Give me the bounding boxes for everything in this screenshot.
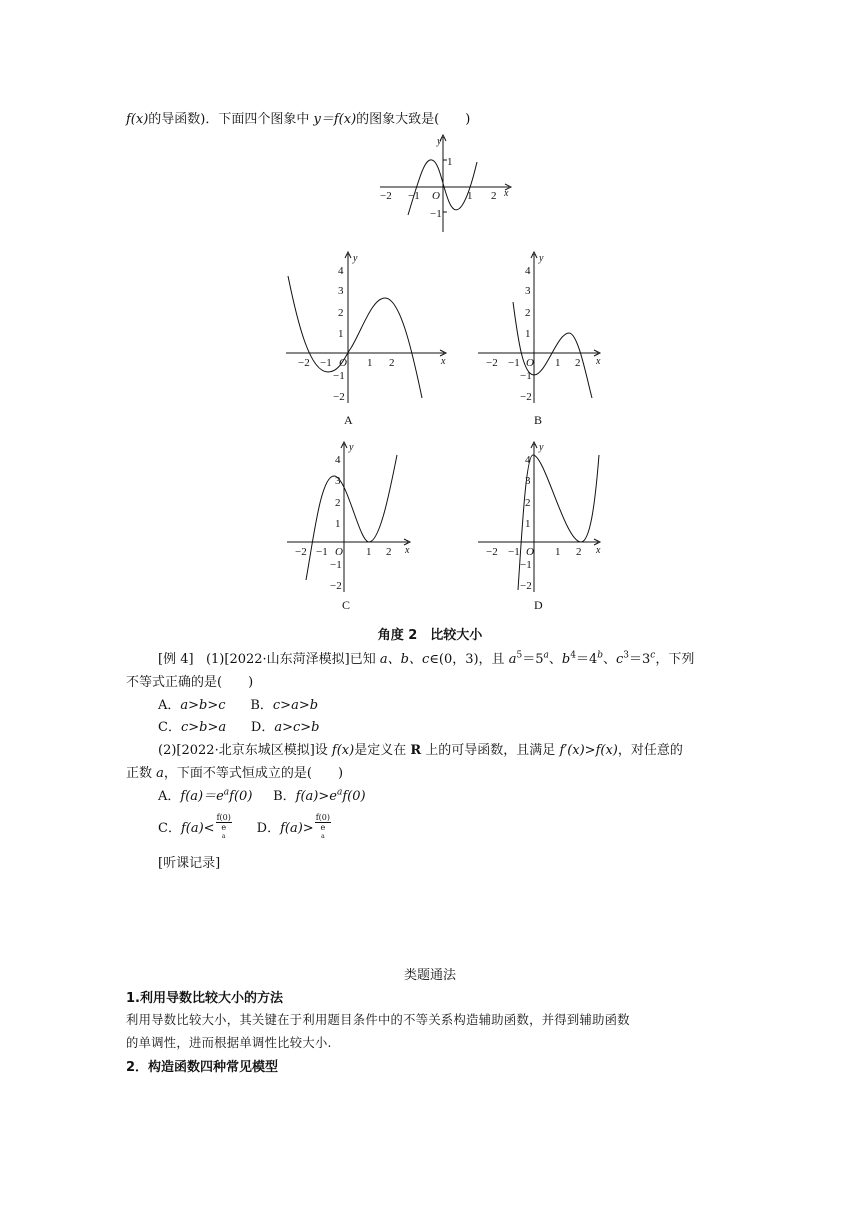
option-label-c: C: [342, 598, 351, 612]
x-tick-label: −1: [316, 546, 328, 558]
p2-line2b: ，下面不等式恒成立的是( ): [163, 766, 344, 781]
y-tick-label: −1: [430, 208, 442, 220]
x-tick-label: 2: [389, 357, 395, 369]
p2-line2a: 正数: [126, 766, 157, 781]
p1-tail: ，下列: [655, 652, 695, 667]
eq2-base: b: [561, 652, 571, 667]
option-c-key: C．: [158, 820, 181, 836]
p2-options-row2: [158, 813, 331, 844]
option-graph-c: [280, 435, 420, 615]
method-body-1: 利用导数比较大小，其关键在于利用题目条件中的不等关系构造辅助函数，并得到辅助函数: [126, 1013, 630, 1027]
option-a-text: a>b>c: [180, 698, 226, 713]
x-axis-label: x: [405, 545, 410, 556]
curve-c: [306, 455, 397, 580]
x-tick-label: 2: [491, 190, 497, 202]
derivative-graph: [370, 132, 520, 234]
y-eq-fx: y＝f(x): [313, 112, 357, 127]
p2-head: (2)[2022·北京东城区模拟]设: [158, 743, 332, 758]
option-label-a: A: [344, 413, 353, 427]
x-tick-label: −2: [486, 546, 498, 558]
eq1-rhs: ＝5: [522, 652, 544, 667]
y-tick-label: 2: [525, 307, 531, 319]
x-axis-label: x: [504, 188, 509, 199]
notes-label: [听课记录]: [158, 856, 221, 871]
fraction-c: [216, 813, 232, 844]
y-tick-label: −1: [520, 370, 532, 382]
y-tick-label: 3: [335, 475, 341, 487]
y-tick-label: −1: [333, 370, 345, 382]
section-title: 角度 2 比较大小: [377, 628, 483, 643]
option-b-exp: a: [336, 787, 343, 798]
intro-text-2: 的图象大致是( ): [356, 112, 471, 127]
curve-a: [288, 276, 422, 398]
p1-line2: 不等式正确的是( ): [126, 675, 254, 690]
option-b-key: B．: [250, 698, 273, 713]
y-tick-label: 1: [447, 156, 453, 168]
origin-label: O: [526, 357, 534, 369]
option-a-key: A．: [158, 698, 181, 713]
origin-label: O: [339, 357, 347, 369]
option-a-key: A．: [158, 789, 181, 804]
y-tick-label: 1: [338, 328, 344, 340]
p2-options-row1: [158, 785, 366, 804]
x-tick-label: 2: [386, 546, 392, 558]
eq3-base: c: [616, 652, 624, 667]
y-axis-label: y: [349, 442, 354, 453]
fraction-denominator: e: [221, 823, 227, 832]
eq3-exp: 3: [623, 650, 630, 661]
fraction-numerator: f(0): [216, 813, 231, 822]
option-b-key: B．: [273, 789, 296, 804]
question-intro: [126, 108, 470, 127]
y-tick-label: 4: [525, 265, 531, 277]
option-b-tail: f(0): [342, 789, 366, 804]
y-tick-label: −2: [333, 391, 345, 403]
option-c-text: f(a)<: [180, 820, 215, 836]
fraction-den-exp: a: [321, 833, 325, 840]
p1-options-row2: [158, 716, 319, 735]
method-heading-1: 1.利用导数比较大小的方法: [126, 991, 283, 1006]
method-heading: 类题通法: [403, 968, 456, 983]
x-tick-label: 1: [366, 546, 372, 558]
y-tick-label: 4: [338, 265, 344, 277]
x-tick-label: 1: [555, 546, 561, 558]
y-tick-label: 2: [335, 497, 341, 509]
x-tick-label: −1: [408, 190, 420, 202]
option-d-key: D．: [250, 720, 275, 735]
p2-line1: [158, 739, 683, 758]
y-axis-label: y: [539, 253, 544, 264]
y-tick-label: 1: [335, 518, 341, 530]
eq2-rhs: ＝4: [575, 652, 598, 667]
y-tick-label: 3: [525, 475, 531, 487]
origin-label: O: [432, 190, 440, 202]
option-graph-a: [280, 245, 455, 430]
intro-text-1: 的导函数)．下面四个图象中: [148, 112, 314, 127]
option-label-b: B: [534, 413, 543, 427]
option-b-text: f(a)>e: [295, 789, 337, 804]
method-heading-2: 2．构造函数四种常见模型: [126, 1060, 279, 1075]
p2-var-a: a: [156, 766, 164, 781]
y-tick-label: 4: [335, 454, 341, 466]
p2-real-set: R: [410, 743, 422, 758]
option-c-key: C．: [158, 720, 181, 735]
y-tick-label: 3: [338, 285, 344, 297]
y-tick-label: 3: [525, 285, 531, 297]
eq2-rexp: b: [597, 650, 603, 661]
fx-expression: f(x): [126, 112, 149, 127]
x-tick-label: 1: [467, 190, 473, 202]
y-axis-label: y: [437, 136, 442, 147]
fraction-d: [315, 813, 331, 844]
origin-label: O: [335, 546, 343, 558]
x-tick-label: −2: [486, 357, 498, 369]
x-tick-label: 1: [367, 357, 373, 369]
p2-mid1: 是定义在: [354, 743, 411, 758]
p2-fx: f(x): [331, 743, 355, 758]
y-axis-label: y: [353, 253, 358, 264]
eq3-rexp: c: [650, 650, 656, 661]
eq1-base: a: [508, 652, 517, 667]
y-tick-label: 4: [525, 454, 531, 466]
y-tick-label: 2: [525, 497, 531, 509]
p2-tail: ，对任意的: [617, 743, 683, 758]
eq3-rhs: ＝3: [629, 652, 651, 667]
eq1-exp: 5: [516, 650, 523, 661]
x-tick-label: 2: [576, 546, 582, 558]
y-tick-label: 1: [525, 518, 531, 530]
x-tick-label: −2: [380, 190, 392, 202]
y-tick-label: −1: [520, 559, 532, 571]
eq1-rexp: a: [543, 650, 549, 661]
p2-condition: f′(x)>f(x): [559, 743, 618, 758]
option-d-text: a>c>b: [274, 720, 320, 735]
option-graph-b: [470, 245, 610, 430]
y-tick-label: −2: [330, 580, 342, 592]
eq2-exp: 4: [570, 650, 576, 661]
option-b-text: c>a>b: [272, 698, 319, 713]
x-axis-label: x: [441, 356, 446, 367]
p2-line2: [126, 762, 343, 781]
option-a-exp: a: [223, 787, 230, 798]
p1-range: ∈(0，3)，且: [429, 652, 509, 667]
x-tick-label: 1: [555, 357, 561, 369]
y-tick-label: −2: [520, 580, 532, 592]
x-tick-label: 2: [575, 357, 581, 369]
option-graph-d: [470, 435, 610, 615]
x-axis-label: x: [596, 545, 601, 556]
option-a-text: f(a)＝e: [180, 789, 224, 804]
p1-options-row1: [158, 694, 318, 713]
option-d-key: D．: [256, 820, 281, 836]
y-tick-label: −1: [330, 559, 342, 571]
y-axis-label: y: [539, 442, 544, 453]
example4-line1: [例 4] (1)[2022·山东菏泽模拟]已知 a、b、c∈(0，3)，且 $a^5=5^a$、$b^4=4^b$、$c^3=3^c$，下列: [158, 650, 695, 667]
fraction-numerator: f(0): [315, 813, 330, 822]
x-tick-label: −1: [508, 546, 520, 558]
x-tick-label: −1: [320, 357, 332, 369]
method-body-2: 的单调性，进而根据单调性比较大小.: [126, 1036, 332, 1050]
fraction-den-exp: a: [221, 833, 226, 840]
x-tick-label: −2: [298, 357, 310, 369]
y-tick-label: 2: [338, 307, 344, 319]
fraction-denominator: e: [320, 823, 326, 832]
option-a-tail: f(0): [229, 789, 253, 804]
option-d-text: f(a)>: [280, 820, 314, 836]
x-tick-label: −2: [295, 546, 307, 558]
p1-vars: a、b、c: [379, 652, 430, 667]
option-label-d: D: [534, 598, 543, 612]
y-tick-label: −2: [520, 391, 532, 403]
p2-mid2: 上的可导函数，且满足: [421, 743, 560, 758]
option-c-text: c>b>a: [180, 720, 227, 735]
x-tick-label: −1: [508, 357, 520, 369]
example-tag: [例 4]: [158, 652, 194, 667]
y-tick-label: 1: [525, 328, 531, 340]
origin-label: O: [526, 546, 534, 558]
p1-source: (1)[2022·山东菏泽模拟]已知: [205, 652, 380, 667]
x-axis-label: x: [596, 356, 601, 367]
